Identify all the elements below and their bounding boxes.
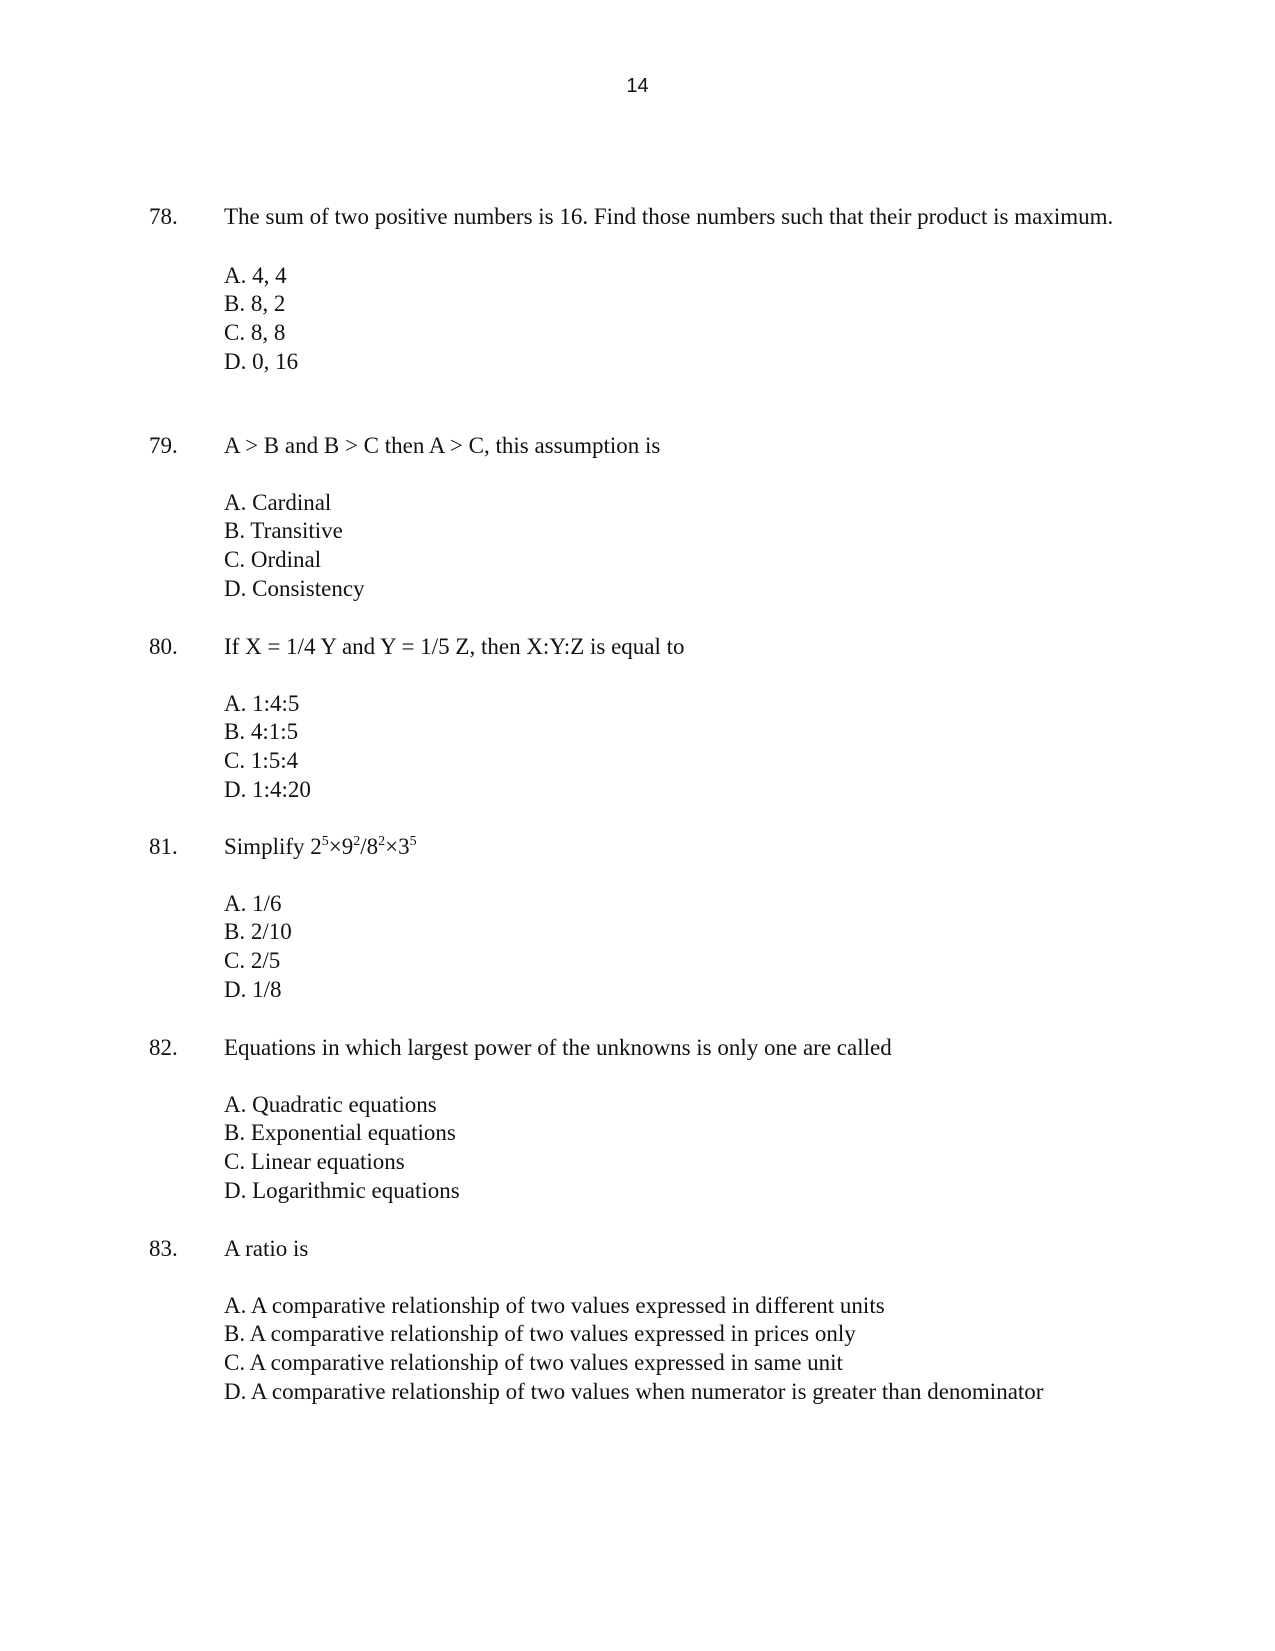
question-number: 81. xyxy=(149,834,178,859)
option-c: C. 8, 8 xyxy=(224,319,286,345)
text-segment: /8 xyxy=(360,834,379,859)
question-body xyxy=(224,432,1129,603)
option-b: B. Transitive xyxy=(224,518,343,544)
option-a: A. 4, 4 xyxy=(224,262,287,288)
option-d: D. Logarithmic equations xyxy=(224,1177,460,1203)
option-a: A. 1/6 xyxy=(224,890,282,916)
option-d: D. 0, 16 xyxy=(224,348,299,374)
text-prefix: Simplify 2 xyxy=(224,834,322,859)
option-d: D. 1/8 xyxy=(224,976,282,1002)
option-b: B. 8, 2 xyxy=(224,291,286,317)
question-number: 80. xyxy=(149,634,178,659)
option-d: D. A comparative relationship of two values when numerator is greater than denominator xyxy=(224,1378,1044,1404)
question-body xyxy=(224,1235,1129,1406)
question-text: If X = 1/4 Y and Y = 1/5 Z, then X:Y:Z is equal to xyxy=(224,634,685,659)
option-a: A. 1:4:5 xyxy=(224,690,300,716)
option-d: D. 1:4:20 xyxy=(224,776,311,802)
answer-options xyxy=(224,890,1129,1005)
answer-options xyxy=(224,489,1129,604)
exponent: 2 xyxy=(378,834,386,849)
option-c: C. Ordinal xyxy=(224,546,322,572)
question-body xyxy=(224,1034,1129,1205)
exponent: 5 xyxy=(409,834,417,849)
option-b: B. 4:1:5 xyxy=(224,719,299,745)
option-c: C. A comparative relationship of two values expressed in same unit xyxy=(224,1349,843,1375)
answer-options xyxy=(224,262,1129,377)
text-segment: ×3 xyxy=(385,834,410,859)
question-text: A ratio is xyxy=(224,1236,309,1261)
question-number: 83. xyxy=(149,1236,178,1261)
question-number: 79. xyxy=(149,433,178,458)
question-body xyxy=(224,633,1129,804)
question-text: Equations in which largest power of the unknowns is only one are called xyxy=(224,1035,892,1060)
question-number: 82. xyxy=(149,1035,178,1060)
page-number: 14 xyxy=(626,75,649,97)
option-c: C. 2/5 xyxy=(224,947,281,973)
option-b: B. A comparative relationship of two values expressed in prices only xyxy=(224,1321,856,1347)
answer-options xyxy=(224,1292,1129,1407)
answer-options xyxy=(224,690,1129,805)
question-body xyxy=(224,833,1129,1004)
option-a: A. A comparative relationship of two values expressed in different units xyxy=(224,1292,885,1318)
text-segment: ×9 xyxy=(328,834,354,859)
question-text: The sum of two positive numbers is 16. Find those numbers such that their product is maximum. xyxy=(224,204,1114,229)
option-d: D. Consistency xyxy=(224,575,365,601)
option-a: A. Quadratic equations xyxy=(224,1091,437,1117)
question-number: 78. xyxy=(149,204,178,229)
question-text: A > B and B > C then A > C, this assumption is xyxy=(224,433,661,458)
option-c: C. 1:5:4 xyxy=(224,747,299,773)
option-c: C. Linear equations xyxy=(224,1148,405,1174)
question-text xyxy=(224,833,1129,862)
answer-options xyxy=(224,1091,1129,1206)
option-a: A. Cardinal xyxy=(224,489,332,515)
option-b: B. 2/10 xyxy=(224,919,292,945)
question-body xyxy=(224,203,1129,376)
option-b: B. Exponential equations xyxy=(224,1120,456,1146)
exponent: 2 xyxy=(353,834,361,849)
exponent: 5 xyxy=(321,834,329,849)
